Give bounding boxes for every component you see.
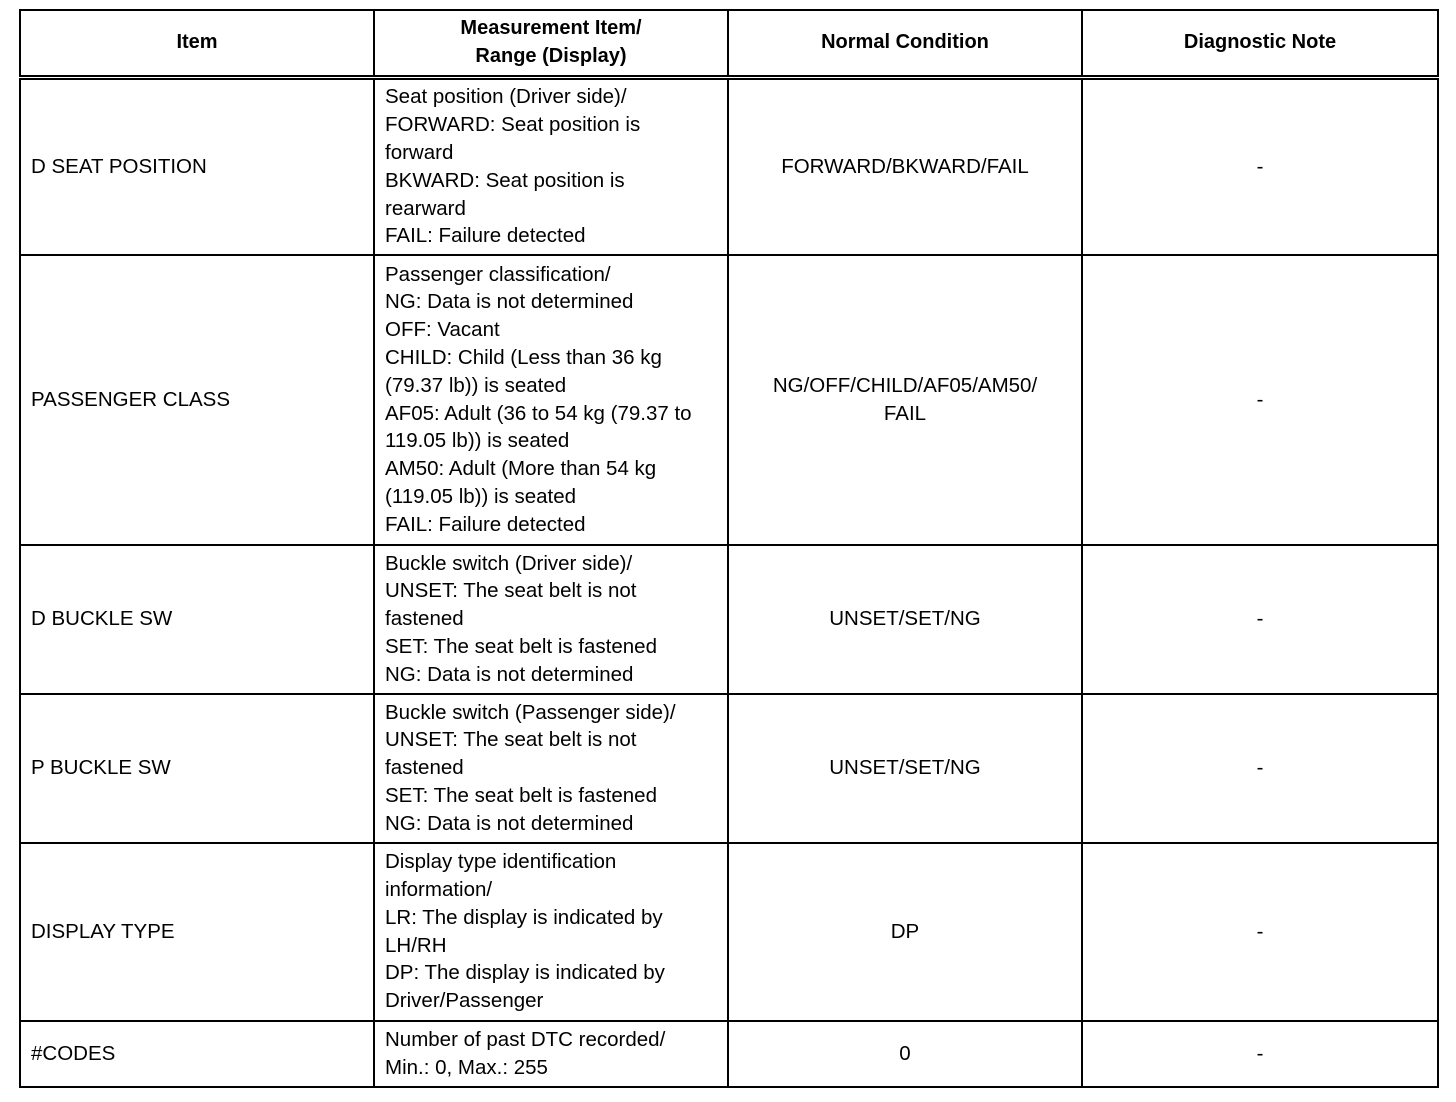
measurement-line: UNSET: The seat belt is not — [385, 728, 637, 752]
measurement-line: Number of past DTC recorded/ — [385, 1027, 666, 1051]
measurement-line: FAIL: Failure detected — [385, 224, 586, 248]
header-item: Item — [20, 10, 374, 78]
measurement-line: UNSET: The seat belt is not — [385, 579, 637, 603]
normal-condition-line: UNSET/SET/NG — [829, 756, 981, 780]
measurement-line: (79.37 lb)) is seated — [385, 373, 567, 397]
normal-condition-line: NG/OFF/CHILD/AF05/AM50/ — [772, 373, 1038, 397]
header-normal-condition: Normal Condition — [728, 10, 1082, 78]
table-row-passenger-class — [20, 255, 1438, 545]
header-measurement-line: Range (Display) — [475, 45, 627, 67]
normal-condition-cell — [728, 255, 1082, 545]
measurement-cell — [374, 843, 728, 1021]
measurement-line: LR: The display is indicated by — [385, 905, 663, 929]
measurement-cell — [374, 78, 728, 255]
header-measurement — [374, 10, 728, 78]
normal-condition-cell — [728, 545, 1082, 694]
item-cell: PASSENGER CLASS — [20, 255, 374, 545]
measurement-cell — [374, 545, 728, 694]
normal-condition-cell — [728, 1021, 1082, 1087]
measurement-line: Buckle switch (Driver side)/ — [385, 551, 633, 575]
item-cell: #CODES — [20, 1021, 374, 1087]
measurement-line: 119.05 lb)) is seated — [385, 429, 570, 453]
data-list-table — [19, 9, 1439, 1088]
normal-condition-cell — [728, 694, 1082, 843]
measurement-line: (119.05 lb)) is seated — [385, 484, 577, 508]
measurement-line: Driver/Passenger — [385, 989, 544, 1013]
measurement-line: AM50: Adult (More than 54 kg — [385, 457, 657, 481]
item-cell: DISPLAY TYPE — [20, 843, 374, 1021]
diagnostic-note-cell: - — [1082, 255, 1438, 545]
measurement-line: Passenger classification/ — [385, 262, 611, 286]
measurement-line: BKWARD: Seat position is — [385, 168, 625, 192]
table-row-display-type — [20, 843, 1438, 1021]
header-diagnostic-note: Diagnostic Note — [1082, 10, 1438, 78]
item-cell: D SEAT POSITION — [20, 78, 374, 255]
diagnostic-note-cell: - — [1082, 545, 1438, 694]
measurement-line: SET: The seat belt is fastened — [385, 634, 657, 658]
normal-condition-cell — [728, 78, 1082, 255]
measurement-line: DP: The display is indicated by — [385, 961, 665, 985]
normal-condition-line: FORWARD/BKWARD/FAIL — [781, 154, 1029, 178]
measurement-line: FORWARD: Seat position is — [385, 113, 641, 137]
normal-condition-line: FAIL — [883, 401, 927, 425]
table-row-codes — [20, 1021, 1438, 1087]
measurement-line: AF05: Adult (36 to 54 kg (79.37 to — [385, 401, 692, 425]
measurement-line: Display type identification — [385, 850, 617, 874]
measurement-line: Min.: 0, Max.: 255 — [385, 1055, 548, 1079]
normal-condition-line: UNSET/SET/NG — [829, 607, 981, 631]
diagnostic-note-cell: - — [1082, 843, 1438, 1021]
measurement-line: fastened — [385, 607, 464, 631]
diagnostic-note-cell: - — [1082, 78, 1438, 255]
normal-condition-line: 0 — [899, 1041, 911, 1065]
measurement-line: rearward — [385, 196, 466, 220]
measurement-line: FAIL: Failure detected — [385, 512, 586, 536]
measurement-line: Buckle switch (Passenger side)/ — [385, 700, 676, 724]
measurement-line: OFF: Vacant — [385, 318, 500, 342]
header-row — [20, 10, 1438, 78]
measurement-line: LH/RH — [385, 933, 447, 957]
measurement-line: NG: Data is not determined — [385, 662, 634, 686]
measurement-line: forward — [385, 140, 454, 164]
measurement-cell — [374, 255, 728, 545]
measurement-line: NG: Data is not determined — [385, 811, 634, 835]
measurement-cell — [374, 694, 728, 843]
measurement-line: information/ — [385, 877, 493, 901]
measurement-line: Seat position (Driver side)/ — [385, 85, 627, 109]
diagnostic-note-cell: - — [1082, 694, 1438, 843]
measurement-line: SET: The seat belt is fastened — [385, 783, 657, 807]
item-cell: P BUCKLE SW — [20, 694, 374, 843]
measurement-cell — [374, 1021, 728, 1087]
measurement-line: CHILD: Child (Less than 36 kg — [385, 345, 662, 369]
data-list-page — [19, 9, 1439, 1088]
table-row-d-buckle-sw — [20, 545, 1438, 694]
measurement-line: fastened — [385, 756, 464, 780]
table-row-p-buckle-sw — [20, 694, 1438, 843]
measurement-line: NG: Data is not determined — [385, 290, 634, 314]
item-cell: D BUCKLE SW — [20, 545, 374, 694]
table-row-d-seat-position — [20, 78, 1438, 255]
header-measurement-line: Measurement Item/ — [460, 17, 642, 40]
normal-condition-line: DP — [890, 919, 920, 943]
normal-condition-cell — [728, 843, 1082, 1021]
diagnostic-note-cell: - — [1082, 1021, 1438, 1087]
